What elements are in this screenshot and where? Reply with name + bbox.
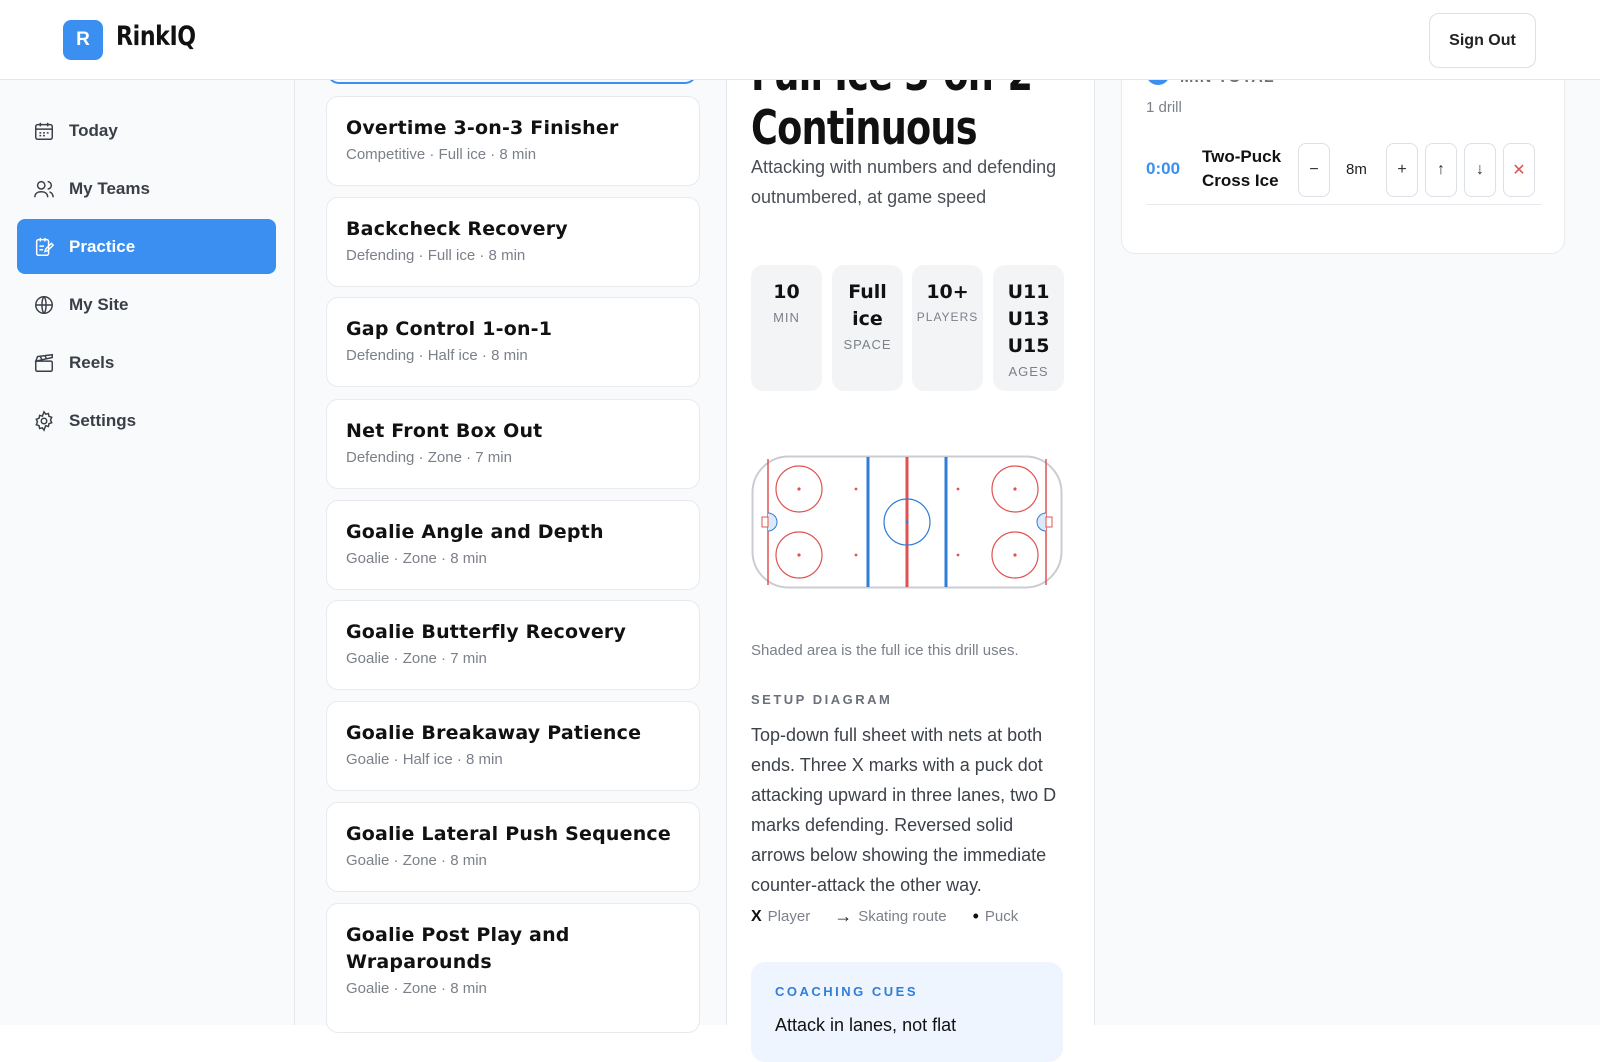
drill-card[interactable] xyxy=(326,903,700,1033)
logo[interactable]: R xyxy=(63,20,103,60)
stat-value: Full ice xyxy=(848,281,887,330)
sidebar-item-label: Settings xyxy=(69,410,137,430)
drill-count: 1 drill xyxy=(1146,99,1182,116)
drill-card[interactable] xyxy=(326,297,700,387)
drill-meta: Goalie · Zone · 7 min xyxy=(346,650,487,667)
coaching-cues xyxy=(751,962,1063,1062)
rink-caption: Shaded area is the full ice this drill uses. xyxy=(751,642,1019,659)
stat-label: AGES xyxy=(1008,364,1049,379)
plan-row-start-time: 0:00 xyxy=(1146,159,1181,178)
brand-name[interactable]: RinkIQ xyxy=(116,21,196,52)
drill-card[interactable] xyxy=(326,802,700,892)
plan-row-drill-name[interactable] xyxy=(1202,145,1281,193)
drill-title: Goalie Butterfly Recovery xyxy=(346,621,627,643)
drill-title: Gap Control 1-on-1 xyxy=(346,318,553,340)
move-down-button[interactable]: ↓ xyxy=(1464,143,1496,197)
sidebar xyxy=(0,80,295,1025)
legend-puck: Puck xyxy=(984,908,1019,925)
sidebar-item-today[interactable] xyxy=(17,103,276,158)
sign-out-button[interactable]: Sign Out xyxy=(1429,13,1536,68)
globe-icon xyxy=(33,294,55,316)
diagram-legend xyxy=(751,906,1024,927)
stat-ages xyxy=(993,265,1064,391)
stat-value: 10+ xyxy=(926,281,969,303)
gear-icon xyxy=(33,410,55,432)
setup-diagram-text: Top-down full sheet with nets at both ends. Three X marks with a puck dot attacking upward in three lanes, two D marks defending. Reversed solid arrows below showing the immediate counter-attack the other way. xyxy=(751,725,1057,895)
sidebar-item-label: Today xyxy=(69,120,118,140)
setup-diagram-label: SETUP DIAGRAM xyxy=(751,692,893,707)
decrease-duration-button[interactable]: − xyxy=(1298,143,1330,197)
arrow-right-icon: → xyxy=(834,906,853,926)
drill-meta: Goalie · Zone · 8 min xyxy=(346,980,487,997)
drill-meta: Goalie · Zone · 8 min xyxy=(346,550,487,567)
stat-players xyxy=(912,265,983,391)
drill-card[interactable] xyxy=(326,197,700,287)
remove-drill-button[interactable]: ✕ xyxy=(1503,143,1535,197)
coaching-cues-text: Attack in lanes, not flat xyxy=(775,1015,957,1035)
drill-title: Goalie Angle and Depth xyxy=(346,521,604,543)
stat-value: 10 xyxy=(773,281,800,303)
sidebar-item-label: My Site xyxy=(69,294,129,314)
clapperboard-icon xyxy=(33,352,55,374)
drill-detail xyxy=(727,80,1095,1035)
drill-card[interactable] xyxy=(326,600,700,690)
practice-plan-panel xyxy=(1095,80,1600,1025)
legend-route: Skating route xyxy=(858,908,947,925)
users-icon xyxy=(33,178,55,200)
move-up-button[interactable]: ↑ xyxy=(1425,143,1457,197)
practice-plan-card xyxy=(1121,60,1565,254)
drill-meta: Competitive · Full ice · 8 min xyxy=(346,146,537,163)
sidebar-item-my-site[interactable] xyxy=(17,277,276,332)
rink-diagram xyxy=(751,455,1063,589)
stat-label: PLAYERS xyxy=(916,310,979,324)
drill-detail-title-line: Continuous xyxy=(751,101,977,156)
drill-title: Goalie Post Play and Wraparounds xyxy=(346,924,570,973)
stat-value: U11 U13 U15 xyxy=(1007,281,1050,357)
sidebar-item-practice[interactable] xyxy=(17,219,276,274)
sidebar-item-label: Reels xyxy=(69,352,115,372)
drill-title: Goalie Lateral Push Sequence xyxy=(346,823,671,845)
drill-card[interactable] xyxy=(326,701,700,791)
drill-title: Goalie Breakaway Patience xyxy=(346,722,642,744)
player-symbol: X xyxy=(751,907,762,925)
drill-meta: Defending · Zone · 7 min xyxy=(346,449,512,466)
sidebar-item-label: Practice xyxy=(69,236,136,256)
sidebar-item-settings[interactable] xyxy=(17,393,276,448)
drill-meta: Defending · Half ice · 8 min xyxy=(346,347,528,364)
legend-player: Player xyxy=(767,908,811,925)
sidebar-item-label: My Teams xyxy=(69,178,150,198)
drill-title: Net Front Box Out xyxy=(346,420,543,442)
stat-space xyxy=(832,265,903,391)
drill-title: Backcheck Recovery xyxy=(346,218,568,240)
plan-row xyxy=(1146,135,1542,205)
drill-title: Overtime 3-on-3 Finisher xyxy=(346,117,619,139)
sidebar-item-reels[interactable] xyxy=(17,335,276,390)
drill-card[interactable] xyxy=(326,500,700,590)
puck-symbol: • xyxy=(972,906,979,926)
drill-card[interactable] xyxy=(326,399,700,489)
drill-meta: Goalie · Zone · 8 min xyxy=(346,852,487,869)
drill-meta: Defending · Full ice · 8 min xyxy=(346,247,526,264)
stat-label: MIN xyxy=(773,310,800,325)
increase-duration-button[interactable]: + xyxy=(1386,143,1418,197)
stat-label: SPACE xyxy=(843,337,892,352)
sidebar-item-my-teams[interactable] xyxy=(17,161,276,216)
plan-row-drill-name-line: Cross Ice xyxy=(1202,171,1279,190)
drill-card[interactable] xyxy=(326,96,700,186)
calendar-icon xyxy=(33,120,55,142)
stat-minutes xyxy=(751,265,822,391)
plan-row-drill-name-line: Two-Puck xyxy=(1202,147,1282,166)
top-bar xyxy=(0,0,1600,80)
drill-description: Attacking with numbers and defending outnumbered, at game speed xyxy=(751,157,1057,207)
drill-list xyxy=(295,80,727,1025)
coaching-cues-label: COACHING CUES xyxy=(775,984,919,999)
plan-row-duration: 8m xyxy=(1346,161,1367,178)
drill-meta: Goalie · Half ice · 8 min xyxy=(346,751,503,768)
clipboard-edit-icon xyxy=(33,236,55,258)
